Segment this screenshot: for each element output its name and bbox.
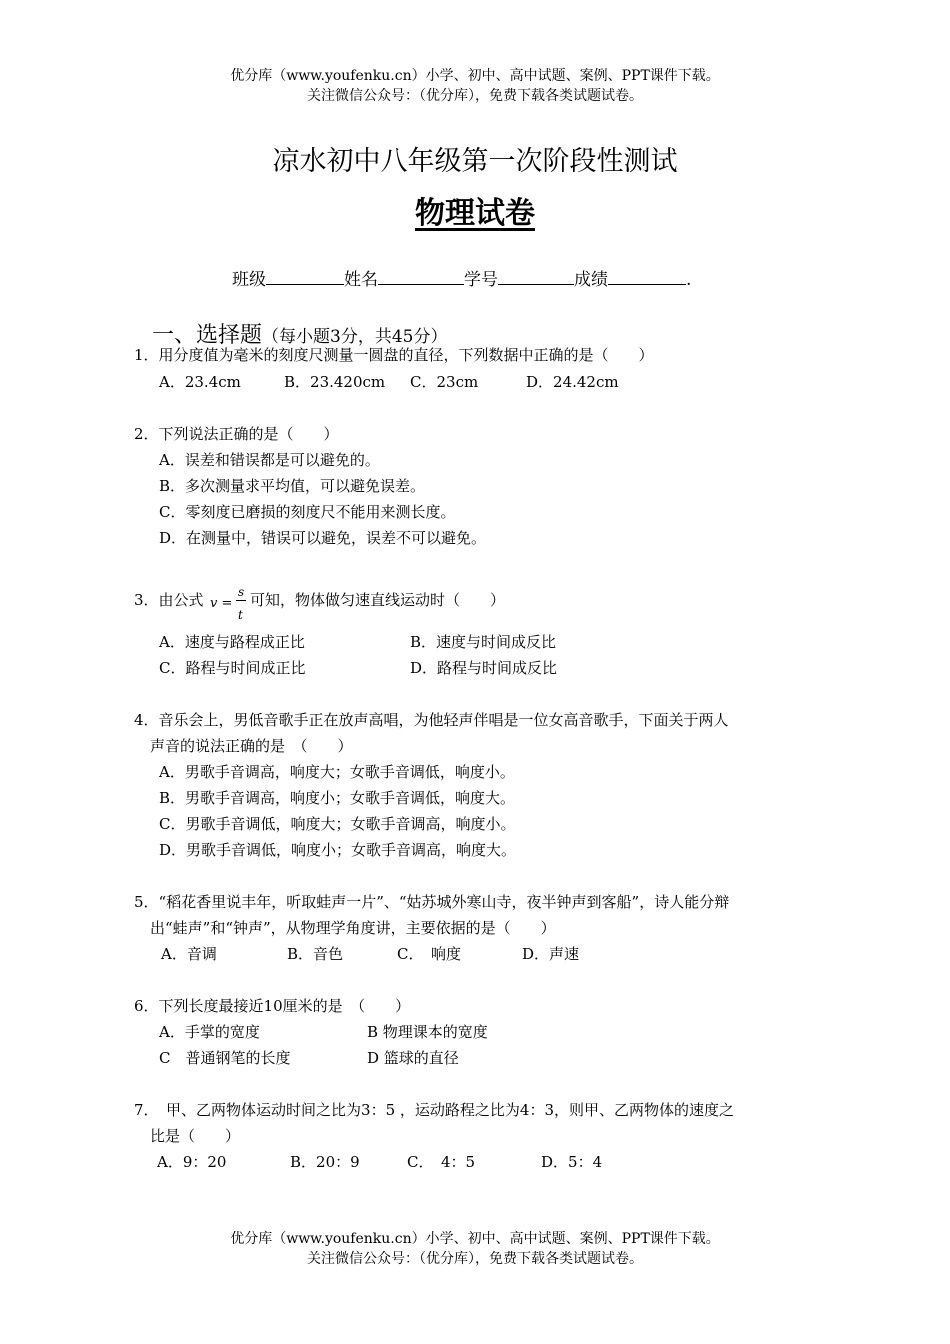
subject-title-text: 物理试卷 <box>415 196 535 231</box>
q5-option-d: D．声速 <box>522 945 580 963</box>
q1-option-b: B．23.420cm <box>284 373 386 391</box>
q4-stem-line1: 4．音乐会上，男低音歌手正在放声高唱，为他轻声伴唱是一位女高音歌手，下面关于两人 <box>134 711 729 729</box>
q4-stem-line2: 声音的说法正确的是 （ ） <box>150 737 353 755</box>
q7-option-c: C． 4：5 <box>407 1153 476 1171</box>
page-footer-line1: 优分库（www.youfenku.cn）小学、初中、高中试题、案例、PPT课件下载。 <box>230 1231 720 1247</box>
q2-option-a: A．误差和错误都是可以避免的。 <box>159 451 380 469</box>
q3-option-d: D．路程与时间成反比 <box>410 659 558 677</box>
q7-stem-line1: 7． 甲、乙两物体运动时间之比为3：5 ，运动路程之比为4：3，则甲、乙两物体的速度之 <box>134 1101 734 1119</box>
q2-stem: 2．下列说法正确的是（ ） <box>134 425 339 443</box>
q1-option-c: C．23cm <box>410 373 479 391</box>
q7-option-d: D．5：4 <box>541 1153 603 1171</box>
q4-option-d: D．男歌手音调低，响度小；女歌手音调高，响度大。 <box>159 841 517 859</box>
score-blank <box>608 268 686 285</box>
q6-option-a: A．手掌的宽度 <box>159 1023 260 1041</box>
name-label: 姓名 <box>344 270 378 290</box>
page-footer-line2: 关注微信公众号：（优分库），免费下载各类试题试卷。 <box>307 1251 643 1267</box>
q5-stem-line2: 出“蛙声”和“钟声”，从物理学角度讲，主要依据的是（ ） <box>150 919 556 937</box>
class-label: 班级 <box>232 270 266 290</box>
q6-option-c: C 普通钢笔的长度 <box>159 1049 291 1067</box>
q7-stem-line2: 比是（ ） <box>150 1127 241 1145</box>
page-header-line2: 关注微信公众号：（优分库），免费下载各类试题试卷。 <box>307 88 643 104</box>
q3-stem-prefix: 3．由公式 <box>134 591 204 609</box>
q3-fraction-bar <box>236 600 246 601</box>
q1-option-a: A．23.4cm <box>159 373 241 391</box>
class-blank <box>266 268 344 285</box>
q6-stem: 6．下列长度最接近10厘米的是 （ ） <box>134 997 411 1015</box>
q4-option-b: B．男歌手音调高，响度小；女歌手音调低，响度大。 <box>159 789 516 807</box>
exam-title: 凉水初中八年级第一次阶段性测试 <box>272 146 678 177</box>
page-header-line1: 优分库（www.youfenku.cn）小学、初中、高中试题、案例、PPT课件下载。 <box>230 68 720 84</box>
q3-option-a: A．速度与路程成正比 <box>159 633 305 651</box>
q1-option-d: D．24.42cm <box>526 373 619 391</box>
student-info-line <box>232 268 691 291</box>
q3-formula-denominator: t <box>238 608 243 622</box>
id-blank <box>498 268 574 285</box>
info-end: . <box>686 270 692 290</box>
q4-option-a: A．男歌手音调高，响度大；女歌手音调低，响度小。 <box>159 763 515 781</box>
q5-option-c: C． 响度 <box>397 945 461 963</box>
q4-option-c: C．男歌手音调低，响度大；女歌手音调高，响度小。 <box>159 815 516 833</box>
q3-option-c: C．路程与时间成正比 <box>159 659 306 677</box>
q7-option-a: A．9：20 <box>157 1153 227 1171</box>
q6-option-d: D 篮球的直径 <box>367 1049 459 1067</box>
name-blank <box>378 268 464 285</box>
q1-stem: 1．用分度值为毫米的刻度尺测量一圆盘的直径，下列数据中正确的是（ ） <box>134 346 654 364</box>
q5-option-a: A．音调 <box>161 945 217 963</box>
q6-option-b: B 物理课本的宽度 <box>367 1023 488 1041</box>
q5-stem-line1: 5．“稻花香里说丰年，听取蛙声一片”、“姑苏城外寒山寺，夜半钟声到客船”，诗人能分辩 <box>134 893 730 911</box>
q2-option-d: D．在测量中，错误可以避免，误差不可以避免。 <box>159 529 487 547</box>
q3-formula-numerator: s <box>238 585 245 599</box>
id-label: 学号 <box>464 270 498 290</box>
section-title: 一、选择题 <box>152 323 263 348</box>
q2-option-c: C．零刻度已磨损的刻度尺不能用来测长度。 <box>159 503 456 521</box>
q3-option-b: B．速度与时间成反比 <box>410 633 557 651</box>
q2-option-b: B．多次测量求平均值，可以避免误差。 <box>159 477 426 495</box>
q7-option-b: B．20：9 <box>290 1153 360 1171</box>
q5-option-b: B．音色 <box>287 945 344 963</box>
q3-formula-lhs: v = <box>210 596 233 611</box>
subject-title <box>0 196 950 232</box>
score-label: 成绩 <box>574 270 608 290</box>
section-note: （每小题3分，共45分） <box>262 327 448 347</box>
q3-stem-suffix: 可知，物体做匀速直线运动时（ ） <box>250 591 506 609</box>
